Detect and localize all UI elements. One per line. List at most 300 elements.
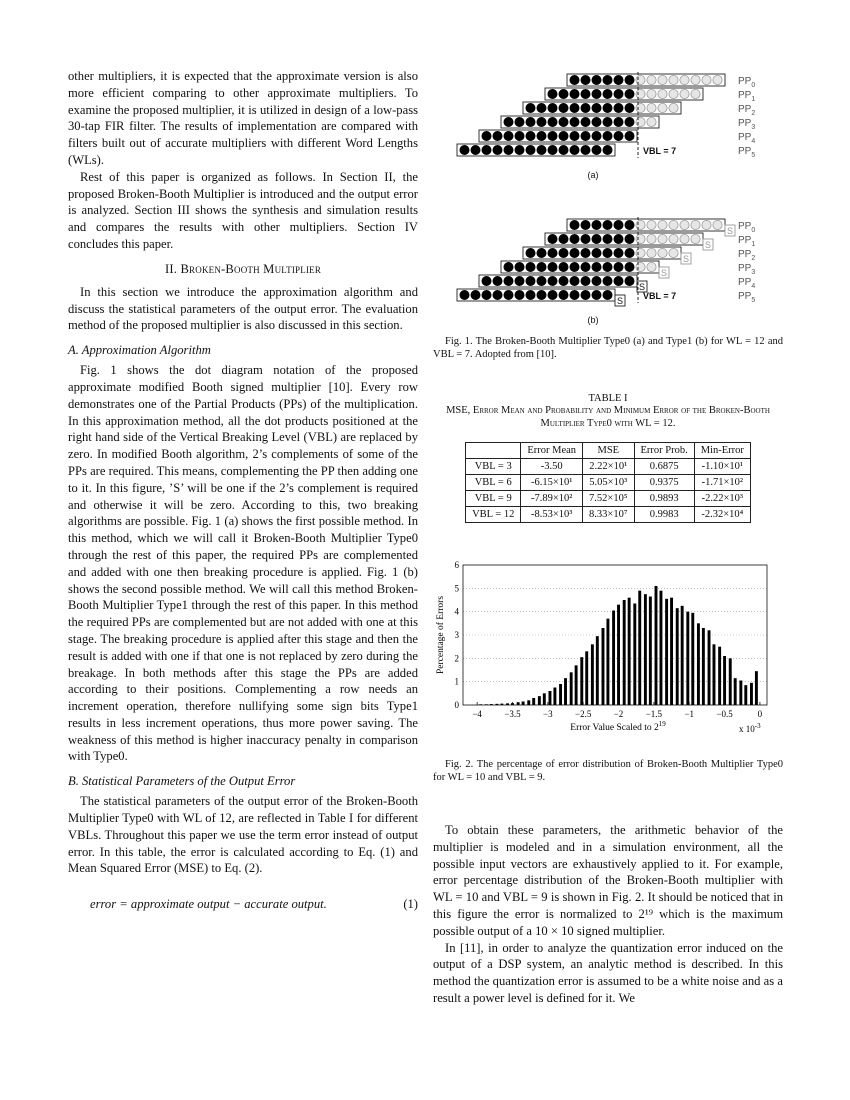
partial-product-dot [603,89,612,98]
histogram-bar [495,704,498,705]
histogram-bar [628,598,631,705]
table-cell: 0.9983 [634,507,694,523]
partial-product-dot [625,276,634,285]
table-cell: 2.22×10¹ [583,459,634,475]
histogram-bar [580,657,583,705]
partial-product-dot [515,276,524,285]
table-body [466,459,751,523]
partial-product-dot [493,145,502,154]
partial-product-dot [504,145,513,154]
partial-product-dot [669,89,678,98]
y-tick-label: 1 [454,676,459,687]
partial-product-dot [570,89,579,98]
paragraph: Fig. 1 shows the dot diagram notation of the proposed approximate modified Booth signed multiplier [10]. Every row demonstrates one of the Partial Products (PPs) of the multiplication. In this approximation method, all the dot products positioned at the right hand side of the Vertical Breaking Level (VBL) are replaced by zero. In modified Booth algorithm, 2’s complements of some of the PPs are required. This means, complementing the PP then adding one to it. In this figure, ’S’ will be one if the 2’s complement is required and otherwise it will be zero. According to this, two breaking algorithms are possible. Fig. 1 (a) shows the first possible method. In this method, which we will call it Broken-Booth Multiplier Type0 through the rest of this paper, the required PPs are complemented and added with one then breaking procedure is applied. Fig. 1 (b) shows the second possible method. We will call this method Broken-Booth Multiplier Type1 through the rest of this paper. In this method the required PPs are complemented but are not added with one at this stage. The breaking procedure is applied after this stage and then the result is added with one if that one is not replaced by zero during the breakage. In both methods after this stage the PPs are added according to their positions. Complementing a row needs an increment operation, therefore nullifying some sign bits Type1 results in less increment operations, thus more power saving. The weakness of this method is higher inaccuracy penalty in comparison with Type0. [68,363,418,764]
table-cell: -2.32×10⁴ [694,507,750,523]
table-1 [465,442,751,523]
histogram-bar [755,671,758,705]
partial-product-dot [603,234,612,243]
s-label: S [616,296,624,306]
partial-product-dot [625,220,634,229]
table-cell: VBL = 3 [466,459,521,475]
pp-label: $PP_0$ [738,221,756,234]
table-header-cell: Error Prob. [634,443,694,459]
partial-product-dot [658,234,667,243]
table-cell: 0.9893 [634,491,694,507]
histogram-bar [543,693,546,705]
partial-product-dot [581,220,590,229]
partial-product-dot [647,248,656,257]
partial-product-dot [570,131,579,140]
partial-product-dot [570,262,579,271]
partial-product-dot [614,220,623,229]
partial-product-dot [526,103,535,112]
partial-product-dot [570,103,579,112]
partial-product-dot [614,248,623,257]
partial-product-dot [471,290,480,299]
partial-product-dot [592,103,601,112]
partial-product-dot [581,117,590,126]
partial-product-dot [702,75,711,84]
paragraph: To obtain these parameters, the arithmetic behavior of the multiplier is modeled and in a simulation environment, all the possible input vectors are exhaustively applied to it. For example, error percentage distribution of the Broken-Booth multiplier with WL = 10 and VBL = 9 is shown in Fig. 2. It should be noticed that in this figure the error is normalized to 2¹⁹ which is the maximum possible output of a 10 × 10 signed multiplier. [433,823,783,938]
partial-product-dot [603,220,612,229]
table-cell: -2.22×10³ [694,491,750,507]
partial-product-dot [559,131,568,140]
equation-1 [68,897,418,915]
partial-product-dot [647,117,656,126]
partial-product-dot [504,290,513,299]
partial-product-dot [515,290,524,299]
partial-product-dot [526,248,535,257]
partial-product-dot [570,220,579,229]
histogram-bar [697,623,700,705]
partial-product-dot [603,103,612,112]
paragraph: In this section we introduce the approximation algorithm and discuss the statistical parameters of the output error. The evaluation method of the proposed multiplier is also discussed in this section. [68,284,418,333]
table-header-cell: MSE [583,443,634,459]
pp-label: $PP_3$ [738,118,756,131]
s-label: S [726,226,734,236]
vbl-label: VBL = 7 [643,291,677,301]
x-tick-label: −4 [472,709,482,719]
paragraph: Rest of this paper is organized as follows. In Section II, the proposed Broken-Booth Multiplier is introduced and the output error is analyzed. Section III shows the synthesis and simulation results and compares the results with other multipliers. Section IV concludes this paper. [68,169,418,251]
partial-product-dot [614,276,623,285]
table-header-cell: Error Mean [521,443,583,459]
histogram-bar [750,683,753,705]
histogram-bar [553,688,556,706]
table-label: TABLE I [588,393,628,404]
partial-product-dot [614,117,623,126]
partial-product-dot [581,262,590,271]
subsection-heading: B. Statistical Parameters of the Output Error [68,774,296,789]
partial-product-dot [603,131,612,140]
partial-product-dot [614,75,623,84]
partial-product-dot [658,89,667,98]
table-cell: -1.71×10² [694,475,750,491]
partial-product-dot [614,262,623,271]
histogram-bar [479,704,482,705]
partial-product-dot [713,75,722,84]
partial-product-dot [493,276,502,285]
partial-product-dot [647,220,656,229]
histogram-bar [633,604,636,706]
partial-product-dot [493,290,502,299]
pp-label: $PP_2$ [738,249,756,262]
histogram-bar [522,702,525,706]
partial-product-dot [614,103,623,112]
x-tick-label: −1 [684,709,695,719]
partial-product-dot [570,276,579,285]
partial-product-dot [691,220,700,229]
partial-product-dot [669,103,678,112]
partial-product-dot [482,290,491,299]
partial-product-dot [581,75,590,84]
table-cell: -3.50 [521,459,583,475]
s-label: S [660,268,668,278]
histogram-bar [585,651,588,705]
partial-product-dot [658,248,667,257]
paragraph: The statistical parameters of the output error of the Broken-Booth Multiplier Type0 with WL of 12, are reflected in Table I for different VBLs. Throughout this paper we use the term error instead of output error. In this table, the error is calculated according to Eq. (1) and Mean Squared Error (MSE) to Eq. (2). [68,794,418,876]
partial-product-dot [614,234,623,243]
partial-product-dot [559,290,568,299]
x-tick-label: −2 [613,709,624,719]
partial-product-dot [581,89,590,98]
partial-product-dot [625,117,634,126]
histogram-bar [681,606,684,705]
partial-product-dot [515,145,524,154]
table-row [466,475,751,491]
partial-product-dot [625,103,634,112]
partial-product-dot [570,75,579,84]
partial-product-dot [669,75,678,84]
pp-row-box [479,130,637,142]
subfigure-label: (a) [587,170,599,180]
y-tick-label: 6 [454,560,459,570]
partial-product-dot [592,262,601,271]
histogram-bar [575,665,578,705]
y-axis-label: Percentage of Errors [436,595,446,675]
partial-product-dot [614,131,623,140]
partial-product-dot [647,89,656,98]
partial-product-dot [526,145,535,154]
equation-expression: error = approximate output − accurate output. [90,897,327,912]
partial-product-dot [691,75,700,84]
partial-product-dot [504,131,513,140]
histogram-bar [570,672,573,705]
partial-product-dot [658,220,667,229]
histogram-bar [564,678,567,705]
partial-product-dot [658,103,667,112]
table-cell: 0.9375 [634,475,694,491]
histogram-bar [739,681,742,706]
table-cell: 7.52×10⁵ [583,491,634,507]
pp-label: $PP_4$ [738,277,756,290]
figure-1-dot-diagram [433,68,783,330]
partial-product-dot [669,220,678,229]
partial-product-dot [515,117,524,126]
partial-product-dot [625,89,634,98]
partial-product-dot [548,262,557,271]
partial-product-dot [625,262,634,271]
partial-product-dot [669,248,678,257]
table-row [466,459,751,475]
pp-label: $PP_0$ [738,76,756,89]
partial-product-dot [515,131,524,140]
table-cell: -6.15×10¹ [521,475,583,491]
partial-product-dot [636,234,645,243]
partial-product-dot [713,220,722,229]
table-header-row [466,443,751,459]
partial-product-dot [570,234,579,243]
partial-product-dot [702,220,711,229]
partial-product-dot [548,103,557,112]
pp-label: $PP_5$ [738,291,756,304]
y-tick-label: 2 [454,653,459,664]
partial-product-dot [592,248,601,257]
partial-product-dot [625,75,634,84]
table-header-cell: Min-Error [694,443,750,459]
partial-product-dot [592,117,601,126]
partial-product-dot [537,248,546,257]
partial-product-dot [658,75,667,84]
histogram-bar [623,600,626,705]
pp-label: $PP_5$ [738,146,756,159]
partial-product-dot [625,248,634,257]
histogram-bar [527,700,530,705]
partial-product-dot [526,276,535,285]
partial-product-dot [559,262,568,271]
partial-product-dot [625,131,634,140]
table-cell: VBL = 9 [466,491,521,507]
partial-product-dot [592,145,601,154]
y-tick-label: 3 [454,630,459,640]
partial-product-dot [537,262,546,271]
partial-product-dot [636,89,645,98]
s-label: S [638,282,646,292]
table-cell: VBL = 12 [466,507,521,523]
pp-row-box [457,144,615,156]
vbl-label: VBL = 7 [643,146,677,156]
partial-product-dot [603,290,612,299]
pp-label: $PP_1$ [738,90,756,103]
partial-product-dot [504,117,513,126]
partial-product-dot [515,262,524,271]
partial-product-dot [647,262,656,271]
partial-product-dot [559,117,568,126]
pp-row-box [523,247,681,259]
partial-product-dot [548,290,557,299]
partial-product-dot [548,276,557,285]
histogram-bar [644,594,647,705]
pp-row-box [479,275,637,287]
partial-product-dot [581,103,590,112]
partial-product-dot [603,145,612,154]
left-column [68,68,418,915]
y-tick-label: 0 [454,700,459,710]
histogram-bar [686,612,689,705]
partial-product-dot [581,276,590,285]
histogram-bar [506,703,509,705]
partial-product-dot [691,234,700,243]
paragraph: In [11], in order to analyze the quantization error induced on the output of a DSP system, an analytic method is described. In this method the quantization error is assumed to be a white noise and as a result a power level is defined for it. We [433,940,783,1005]
partial-product-dot [537,290,546,299]
histogram-bar [517,702,520,705]
s-label: S [704,240,712,250]
partial-product-dot [537,117,546,126]
s-label: S [682,254,690,264]
histogram-bar [649,597,652,706]
partial-product-dot [548,131,557,140]
partial-product-dot [537,131,546,140]
partial-product-dot [570,145,579,154]
histogram-bar [676,608,679,705]
partial-product-dot [548,234,557,243]
partial-product-dot [526,131,535,140]
partial-product-dot [493,131,502,140]
histogram-bar [549,691,552,705]
x-axis-label: Error Value Scaled to $2^{19}$ [570,720,666,733]
histogram-bar [708,630,711,705]
figure-2-chart [433,557,783,747]
table-cell: -8.53×10³ [521,507,583,523]
partial-product-dot [570,248,579,257]
subsection-heading: A. Approximation Algorithm [68,343,211,358]
partial-product-dot [603,276,612,285]
partial-product-dot [636,248,645,257]
partial-product-dot [680,75,689,84]
section-title: Broken-Booth Multiplier [180,261,322,276]
partial-product-dot [636,103,645,112]
table-title: MSE, Error Mean and Probability and Minimum Error of the Broken-Booth Multiplier Type0 with WL = 12. [446,405,770,429]
partial-product-dot [625,234,634,243]
histogram-bar [485,704,488,705]
figure-2-caption: Fig. 2. The percentage of error distribution of Broken-Booth Multiplier Type0 for WL = 10 and VBL = 9. [433,759,783,783]
partial-product-dot [592,75,601,84]
partial-product-dot [559,276,568,285]
pp-label: $PP_2$ [738,104,756,117]
partial-product-dot [581,290,590,299]
pp-row-box [523,102,681,114]
partial-product-dot [680,220,689,229]
partial-product-dot [581,131,590,140]
partial-product-dot [570,117,579,126]
histogram-bar [602,628,605,705]
partial-product-dot [548,89,557,98]
y-tick-label: 4 [454,606,459,617]
histogram-bar [612,611,615,706]
histogram-bar [559,684,562,705]
partial-product-dot [636,262,645,271]
partial-product-dot [482,145,491,154]
partial-product-dot [482,131,491,140]
pp-label: $PP_3$ [738,263,756,276]
partial-product-dot [603,262,612,271]
partial-product-dot [570,290,579,299]
partial-product-dot [647,75,656,84]
table-cell: 5.05×10³ [583,475,634,491]
section-heading [68,262,418,277]
histogram-bar [591,644,594,705]
histogram-bar [718,647,721,705]
pp-row-box [545,233,703,245]
partial-product-dot [603,117,612,126]
table-cell: -1.10×10¹ [694,459,750,475]
histogram-bar [659,591,662,705]
pp-label: $PP_1$ [738,235,756,248]
histogram-bar [729,658,732,705]
table-cell: 8.33×10⁷ [583,507,634,523]
partial-product-dot [592,131,601,140]
partial-product-dot [680,234,689,243]
histogram-bar [532,698,535,705]
partial-product-dot [603,248,612,257]
histogram-bar [655,586,658,705]
partial-product-dot [471,145,480,154]
partial-product-dot [559,145,568,154]
histogram-bar [596,636,599,705]
partial-product-dot [581,234,590,243]
pp-row-box [567,219,725,231]
histogram-bar [734,678,737,705]
partial-product-dot [592,89,601,98]
partial-product-dot [592,276,601,285]
partial-product-dot [636,75,645,84]
pp-row-box [545,88,703,100]
x-tick-label: −0.5 [716,709,733,719]
subfigure-label: (b) [587,315,599,325]
pp-row-box [567,74,725,86]
partial-product-dot [526,290,535,299]
partial-product-dot [548,248,557,257]
partial-product-dot [460,290,469,299]
pp-row-box [501,116,659,128]
partial-product-dot [647,103,656,112]
paragraph: other multipliers, it is expected that the approximate version is also more efficient comparing to other approximate multipliers. To examine the proposed multiplier, it is utilized in design of a low-pass 30-tap FIR filter. The results of implementation are compared with filters built out of accurate multipliers with different Word Lengths (WLs). [68,69,418,167]
x-multiplier-label: x $10^{-3}$ [739,722,761,734]
table-row [466,507,751,523]
histogram-bar [538,696,541,705]
partial-product-dot [460,145,469,154]
partial-product-dot [548,117,557,126]
equation-number: (1) [403,897,418,912]
partial-product-dot [559,248,568,257]
partial-product-dot [636,117,645,126]
pp-row-box [501,261,659,273]
partial-product-dot [581,145,590,154]
figure-1-caption: Fig. 1. The Broken-Booth Multiplier Type0 (a) and Type1 (b) for WL = 12 and VBL = 7. Adopted from [10]. [433,336,783,360]
partial-product-dot [669,234,678,243]
partial-product-dot [537,276,546,285]
partial-product-dot [592,290,601,299]
partial-product-dot [592,220,601,229]
partial-product-dot [559,103,568,112]
partial-product-dot [592,234,601,243]
section-number: II. [164,261,178,276]
x-tick-label: −3.5 [504,709,521,719]
partial-product-dot [559,89,568,98]
histogram-bar [713,644,716,705]
x-tick-label: 0 [757,709,763,719]
table-cell: VBL = 6 [466,475,521,491]
partial-product-dot [504,276,513,285]
partial-product-dot [559,234,568,243]
partial-product-dot [537,145,546,154]
table-row [466,491,751,507]
pp-label: $PP_4$ [738,132,756,145]
partial-product-dot [680,89,689,98]
partial-product-dot [482,276,491,285]
histogram-bar [744,685,747,705]
partial-product-dot [526,117,535,126]
histogram-bar [670,598,673,705]
